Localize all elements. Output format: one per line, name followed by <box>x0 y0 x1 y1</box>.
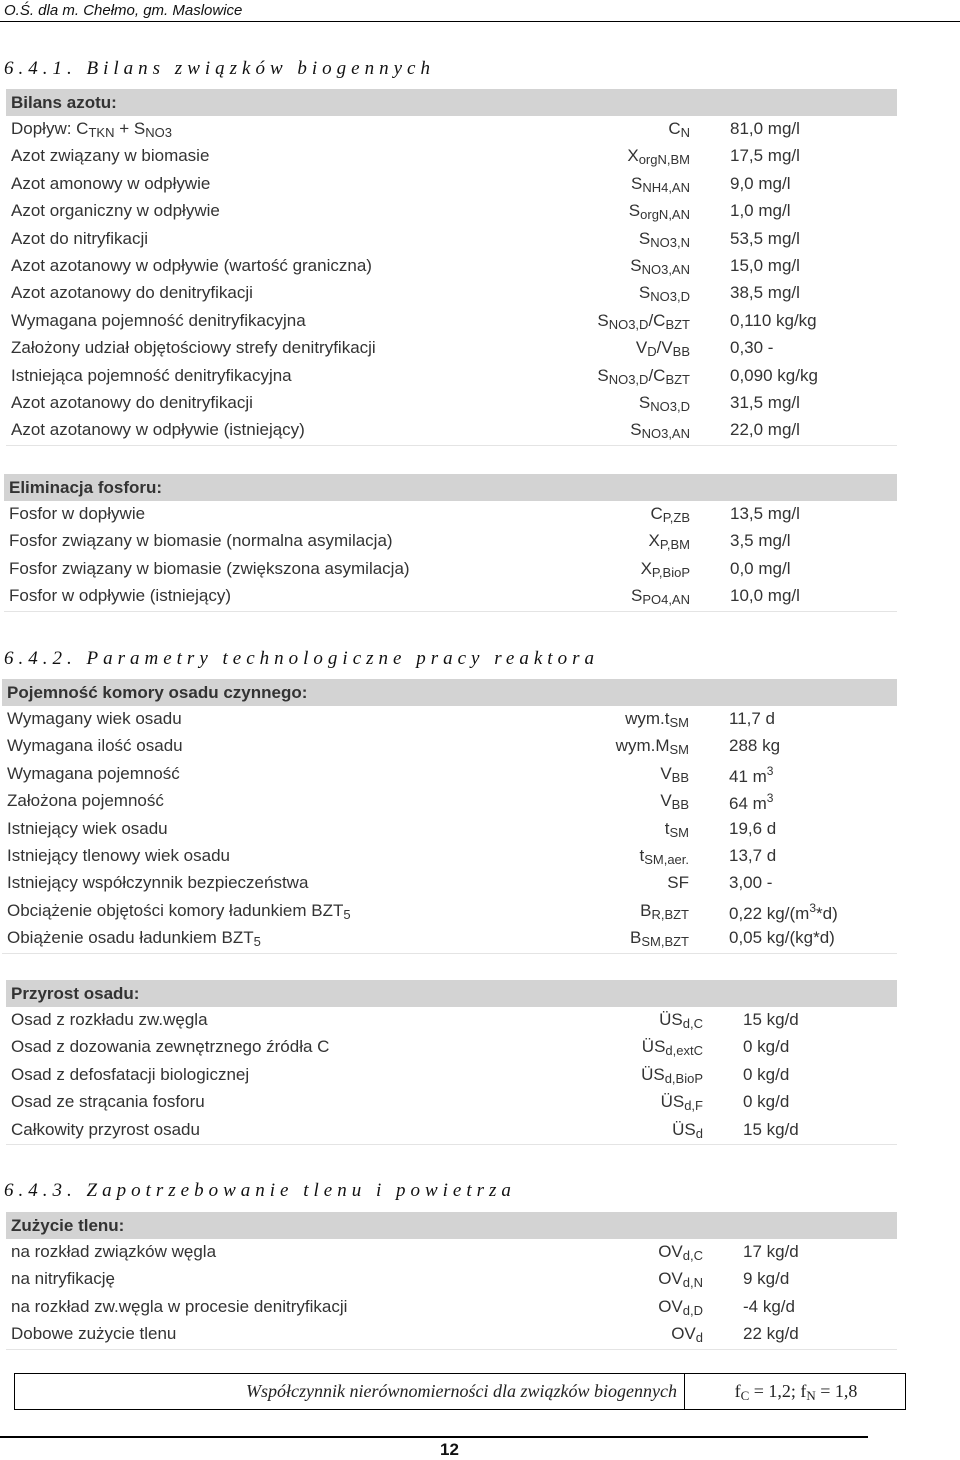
row-label: Fosfor związany w biomasie (zwiększona asymilacja) <box>9 558 410 578</box>
table-row <box>6 116 897 143</box>
table-heading: Przyrost osadu: <box>6 980 897 1007</box>
table-row <box>4 501 897 528</box>
section-title-tlen: 6.4.3. Zapotrzebowanie tlenu i powietrza <box>4 1180 516 1201</box>
row-label: Azot organiczny w odpływie <box>11 201 220 221</box>
row-symbol: $B_{SM,BZT}$ <box>629 928 689 950</box>
table-row <box>4 528 897 555</box>
table-row <box>6 1062 897 1089</box>
table-row <box>4 556 897 583</box>
table-row <box>6 417 897 444</box>
table-row <box>6 1294 897 1321</box>
section-title-bilans: 6.4.1. Bilans związków biogennych <box>4 58 435 79</box>
factor-box <box>14 1373 906 1410</box>
table-bottom-rule <box>2 953 897 954</box>
table-row <box>6 1089 897 1116</box>
row-value: 13,7 d <box>729 845 777 865</box>
row-label: Wymagany wiek osadu <box>7 709 182 728</box>
table-row <box>6 390 897 417</box>
row-label: Osad ze strącania fosforu <box>11 1092 205 1112</box>
row-value: 0,0 mg/l <box>730 558 791 578</box>
row-value: 3,00 - <box>729 873 773 893</box>
row-label: Azot do nitryfikacji <box>11 228 148 248</box>
row-label: Fosfor w dopływie <box>9 504 146 523</box>
table-row <box>2 788 897 815</box>
table-bottom-rule <box>6 445 897 446</box>
row-symbol: $ÜS_{d,extC}$ <box>641 1037 703 1059</box>
row-label: Całkowity przyrost osadu <box>11 1119 200 1139</box>
table-row <box>6 171 897 198</box>
row-symbol: $V_D/V_{BB}$ <box>635 338 690 360</box>
row-label: na rozkład zw.węgla w procesie denitryfikacji <box>11 1296 348 1316</box>
table-row <box>6 253 897 280</box>
table-row <box>6 1266 897 1293</box>
table-row <box>6 198 897 225</box>
row-symbol: $t_{SM,aer.}$ <box>639 845 689 867</box>
row-value: 288 kg <box>729 736 781 756</box>
row-symbol: $S_{orgN,AN}$ <box>628 201 690 223</box>
row-symbol: $B_{R,BZT}$ <box>640 900 689 922</box>
row-label: Istniejący wiek osadu <box>7 818 168 838</box>
table-row <box>6 1034 897 1061</box>
row-value: 17,5 mg/l <box>730 146 800 166</box>
row-value: 19,6 d <box>729 818 777 838</box>
table-row <box>6 143 897 170</box>
row-label: Azot azotanowy do denitryfikacji <box>11 283 253 303</box>
row-value: 81,0 mg/l <box>730 119 800 138</box>
row-symbol: $ÜS_{d,BioP}$ <box>641 1064 703 1086</box>
row-value: 1,0 mg/l <box>730 201 791 221</box>
row-symbol: $X_{P,BioP}$ <box>640 558 690 580</box>
row-value: 0,30 - <box>730 338 774 358</box>
row-symbol: $ÜS_{d,F}$ <box>660 1092 703 1114</box>
row-label: Azot azotanowy w odpływie (istniejący) <box>11 420 305 440</box>
page-number: 12 <box>440 1440 459 1459</box>
row-value: 15 kg/d <box>743 1010 799 1029</box>
row-label: Założony udział objętościowy strefy denitryfikacji <box>11 338 376 358</box>
row-label: Dobowe zużycie tlenu <box>11 1324 177 1344</box>
table-heading: Pojemność komory osadu czynnego: <box>2 679 897 706</box>
row-label: Dopływ: $C_{TKN} + S_{NO3}$ <box>11 119 172 140</box>
row-value: 0,110 kg/kg <box>730 310 817 330</box>
row-symbol: $C_{P,ZB}$ <box>650 504 690 525</box>
row-value: 53,5 mg/l <box>730 228 800 248</box>
table-row <box>6 1321 897 1348</box>
table-row <box>6 280 897 307</box>
row-symbol: $OV_d$ <box>671 1324 703 1346</box>
row-symbol: $X_{orgN,BM}$ <box>627 146 690 168</box>
row-value: 41 $m^3$ <box>729 763 774 786</box>
row-value: 38,5 mg/l <box>730 283 800 303</box>
row-value: 15 kg/d <box>743 1119 799 1139</box>
row-symbol: $OV_{d,C}$ <box>658 1242 703 1263</box>
row-symbol: $C_N$ <box>668 119 690 140</box>
document-header: O.Ś. dla m. Chełmo, gm. Maslowice <box>4 2 243 19</box>
row-symbol: $S_{NH4,AN}$ <box>630 173 690 195</box>
row-value: 13,5 mg/l <box>730 504 800 523</box>
table-row <box>6 1239 897 1266</box>
row-symbol: $S_{NO3,D}/C_{BZT}$ <box>597 310 690 332</box>
row-value: -4 kg/d <box>743 1296 795 1316</box>
table-row <box>6 1007 897 1034</box>
row-symbol: $OV_{d,N}$ <box>658 1269 703 1291</box>
row-symbol: $S_{PO4,AN}$ <box>630 586 690 608</box>
row-label: Istniejący tlenowy wiek osadu <box>7 845 231 865</box>
table-row <box>6 226 897 253</box>
row-symbol: $X_{P,BM}$ <box>648 531 690 553</box>
row-symbol: $ÜS_{d,C}$ <box>659 1010 703 1031</box>
row-symbol: $S_{NO3,D}/C_{BZT}$ <box>597 365 690 387</box>
table-row <box>6 308 897 335</box>
row-symbol: $V_{BB}$ <box>660 763 689 785</box>
row-value: 0,05 kg/(kg*d) <box>729 928 835 948</box>
table-przyrost-osadu <box>6 980 897 1145</box>
row-symbol: $V_{BB}$ <box>660 791 689 813</box>
row-value: 0,22 $kg/(m^3*d)$ <box>729 900 838 923</box>
table-bottom-rule <box>4 611 897 612</box>
row-label: Osad z defosfatacji biologicznej <box>11 1064 250 1084</box>
table-row <box>2 843 897 870</box>
table-row <box>2 816 897 843</box>
row-symbol: $S_{NO3,AN}$ <box>630 420 690 442</box>
section-title-parametry: 6.4.2. Parametry technologiczne pracy reaktora <box>4 648 599 669</box>
row-value: 9,0 mg/l <box>730 173 791 193</box>
row-value: 64 $m^3$ <box>729 791 774 814</box>
row-label: na rozkład związków węgla <box>11 1242 217 1261</box>
table-row <box>4 583 897 610</box>
row-label: na nitryfikację <box>11 1269 115 1289</box>
footer-rule <box>0 1436 868 1438</box>
row-label: Wymagana ilość osadu <box>7 736 183 756</box>
row-label: Fosfor związany w biomasie (normalna asymilacja) <box>9 531 393 551</box>
row-value: 11,7 d <box>729 709 776 728</box>
row-label: Obciążenie objętości komory ładunkiem $BZT_5$ <box>7 900 351 922</box>
table-row <box>2 706 897 733</box>
row-symbol: $OV_{d,D}$ <box>658 1296 703 1318</box>
table-row <box>6 363 897 390</box>
table-pojemnosc-komory <box>2 679 897 954</box>
row-label: Założona pojemność <box>7 791 164 811</box>
header-rule <box>0 21 960 22</box>
row-value: 22 kg/d <box>743 1324 799 1344</box>
row-label: Azot azotanowy w odpływie (wartość graniczna) <box>11 255 372 275</box>
row-label: Obiążenie osadu ładunkiem $BZT_5$ <box>7 928 261 950</box>
table-bottom-rule <box>6 1349 897 1350</box>
table-bilans-azotu <box>6 89 897 446</box>
row-value: 10,0 mg/l <box>730 586 800 606</box>
table-row <box>2 925 897 952</box>
row-label: Wymagana pojemność denitryfikacyjna <box>11 310 306 330</box>
row-symbol: $t_{SM}$ <box>664 818 689 840</box>
row-value: 0 kg/d <box>743 1092 790 1112</box>
row-label: Osad z dozowania zewnętrznego źródła C <box>11 1037 330 1057</box>
table-row <box>2 898 897 925</box>
row-value: 0,090 kg/kg <box>730 365 818 385</box>
row-symbol: $ÜS_d$ <box>672 1119 703 1141</box>
table-heading: Bilans azotu: <box>6 89 897 116</box>
row-value: 17 kg/d <box>743 1242 799 1261</box>
row-symbol: $wym.M_{SM}$ <box>615 736 689 758</box>
table-row <box>6 335 897 362</box>
row-label: Wymagana pojemność <box>7 763 180 783</box>
row-label: Fosfor w odpływie (istniejący) <box>9 586 232 606</box>
row-symbol: $S_{NO3,D}$ <box>638 392 690 414</box>
row-value: 0 kg/d <box>743 1037 790 1057</box>
table-heading: Eliminacja fosforu: <box>4 474 897 501</box>
table-row <box>2 761 897 788</box>
table-row <box>2 870 897 897</box>
row-label: Azot azotanowy do denitryfikacji <box>11 392 253 412</box>
row-value: 22,0 mg/l <box>730 420 800 440</box>
row-symbol: SF <box>667 873 689 893</box>
row-value: 15,0 mg/l <box>730 255 800 275</box>
table-eliminacja-fosforu <box>4 474 897 612</box>
row-label: Azot związany w biomasie <box>11 146 210 166</box>
row-value: 31,5 mg/l <box>730 392 800 412</box>
factor-label: Współczynnik nierównomierności dla związków biogennych <box>15 1374 685 1409</box>
table-zuzycie-tlenu <box>6 1212 897 1350</box>
factor-values: $f_C = 1,2$; $f_N = 1,8$ <box>734 1381 858 1403</box>
table-bottom-rule <box>6 1144 897 1145</box>
table-row <box>2 733 897 760</box>
row-label: Azot amonowy w odpływie <box>11 173 211 193</box>
row-value: 9 kg/d <box>743 1269 790 1289</box>
row-value: 0 kg/d <box>743 1064 790 1084</box>
row-label: Osad z rozkładu zw.węgla <box>11 1010 208 1029</box>
row-symbol: $wym.t_{SM}$ <box>625 709 689 730</box>
row-symbol: $S_{NO3,AN}$ <box>630 255 690 277</box>
row-symbol: $S_{NO3,N}$ <box>638 228 690 250</box>
table-heading: Zużycie tlenu: <box>6 1212 897 1239</box>
row-label: Istniejąca pojemność denitryfikacyjna <box>11 365 292 385</box>
table-row <box>6 1117 897 1144</box>
row-symbol: $S_{NO3,D}$ <box>638 283 690 305</box>
row-label: Istniejący współczynnik bezpieczeństwa <box>7 873 309 893</box>
row-value: 3,5 mg/l <box>730 531 791 551</box>
